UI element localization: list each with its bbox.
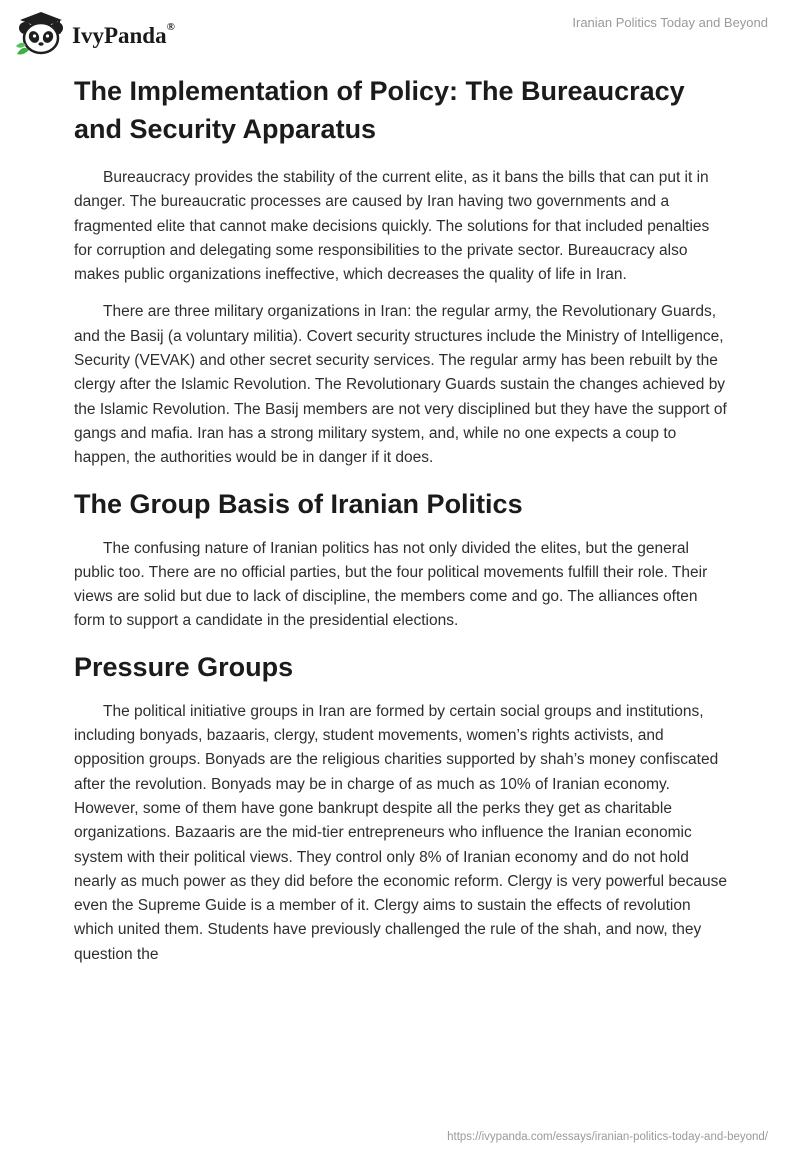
section-heading-group-basis: The Group Basis of Iranian Politics (74, 488, 523, 519)
running-title: Iranian Politics Today and Beyond (572, 15, 768, 30)
paragraph: Bureaucracy provides the stability of the current elite, as it bans the bills that can put it in danger. The bureaucratic processes are caused by Iran having two governments and a fragmented elite that cannot make decisions quickly. The solutions for that included penalties for corruption and delegating some responsibilities to the private sector. Bureaucracy also makes public organizations ineffective, which decreases the quality of life in Iran. (74, 169, 710, 284)
ivypanda-logo[interactable] (14, 10, 175, 58)
panda-logo-icon (14, 10, 68, 58)
brand-name: IvyPanda® (72, 21, 175, 48)
paragraph: The political initiative groups in Iran are formed by certain social groups and institutions, including bonyads, bazaaris, clergy, student movements, women’s rights activists, and opposition groups. Bonyads are the religious charities supported by shah’s money confiscated after the revolution. Bonyads may be in charge of as much as 10% of Iranian economy. However, some of them have gone bankrupt despite all the perks they get as charitable organizations. Bazaaris are the mid-tier entrepreneurs who influence the Iranian economic system with their political views. They control only 8% of Iranian economy and do not hold nearly as much power as they did before the economic reform. Clergy is very powerful because even the Supreme Guide is a member of it. Clergy aims to sustain the effects of revolution which united them. Students have previously challenged the rule of the shah, and now, they question the (74, 702, 728, 963)
page-header (0, 0, 800, 70)
section-heading-pressure-groups: Pressure Groups (74, 651, 294, 682)
paragraph: The confusing nature of Iranian politics has not only divided the elites, but the general public too. There are no official parties, but the four political movements fulfill their role. Their views are solid but due to lack of discipline, the members come and go. The alliances often form to support a candidate in the presidential elections. (74, 539, 708, 630)
registered-mark: ® (166, 21, 175, 33)
section-heading-bureaucracy: The Implementation of Policy: The Bureaucracy and Security Apparatus (74, 76, 685, 144)
footer-url-link[interactable]: https://ivypanda.com/essays/iranian-politics-today-and-beyond/ (447, 1131, 768, 1143)
paragraph: There are three military organizations in Iran: the regular army, the Revolutionary Guards, and the Basij (a voluntary militia). Covert security structures include the Ministry of Intelligence, Security (VEVAK) and other secret security services. The regular army has been rebuilt by the clergy after the Islamic Revolution. The Revolutionary Guards sustain the changes achieved by the Islamic Revolution. The Basij members are not very disciplined but they have the support of gangs and mafia. Iran has a strong military system, and, while no one expects a coup to happen, the authorities would be in danger if it does. (74, 303, 727, 467)
essay-content (74, 72, 730, 980)
